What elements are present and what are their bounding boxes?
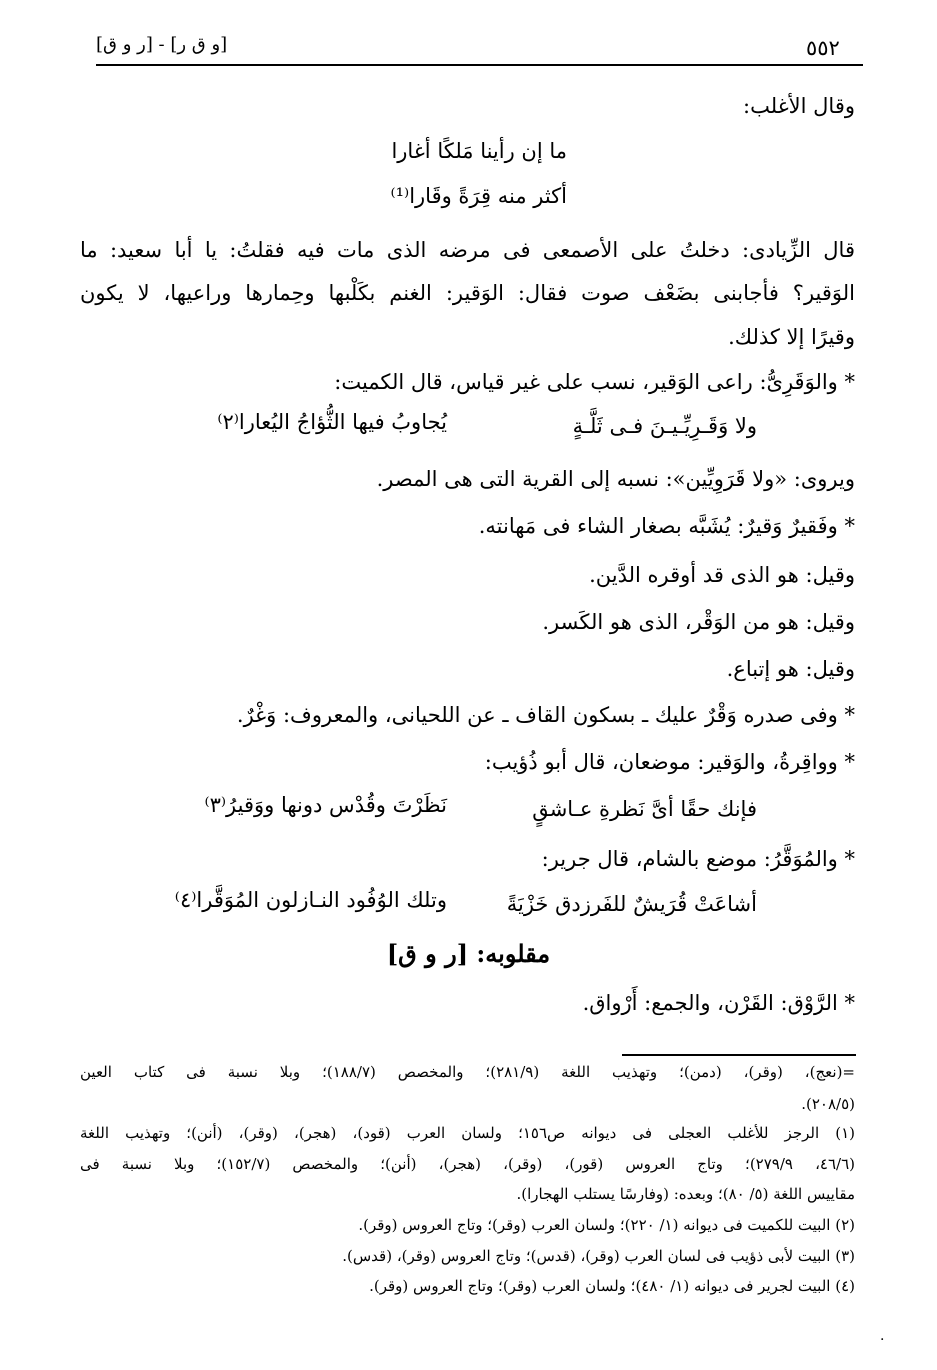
body-line: وقيل: هو إتباع. [726,657,855,681]
verse-hemistich: أشاعَتْ قُرَيشٌ للفَرزدق خَزْيَةً [506,892,757,916]
verse-line: أكثر منه قِرَةً وقَارا⁽¹⁾ [390,184,567,208]
verse-hemistich: ولا وَقَـرِيِّـيـنَ فـى ثَلَّـةٍ [572,414,757,438]
body-line: الوَقير؟ فأجابنى بضَعْف صوت فقال: الوَقير: الغنم بكَلْبها وحِمارها وراعيها، لا يكون [80,281,855,305]
body-line: * وواقِرةُ، والوَقير: موضعان، قال أبو ذُؤيب: [484,750,855,774]
footnote-line: (٢) البيت للكميت فى ديوانه (١/ ٢٢٠)؛ ولسان العرب (وقر)؛ وتاج العروس (وقر). [358,1216,855,1234]
body-line: * والمُوَقَّرُ: موضع بالشام، قال جرير: [541,847,855,871]
footnote-line: (١) الرجز للأغلب العجلى فى ديوانه ص١٥٦؛ ولسان العرب (قود)، (هجر)، (وقر)، (أنن)؛ وتهذيب اللغة [80,1124,855,1142]
running-header: [و ق ر] - [ر و ق] [96,34,228,55]
body-line: * الرَّوْق: القَرْن، والجمع: أَرْواق. [582,991,855,1015]
body-line: وقيرًا إلا كذلك. [728,325,855,349]
body-line: * وفَقيرٌ وَقيرٌ: يُشَبَّه بصغار الشاء فى مَهانته. [478,514,855,538]
verse-hemistich: نَظَرْتَ وقُدْس دونها ووَقيرُ⁽٣⁾ [204,793,447,817]
body-line: * والوَقَرِىُّ: راعى الوَقير، نسب على غير قياس، قال الكميت: [334,370,855,394]
page-number: ٥٥٢ [806,36,840,60]
verse-hemistich: يُجاوبُ فيها الثُّؤاجُ اليُعارا⁽٢⁾ [217,410,447,434]
body-line: وقال الأغلب: [743,94,855,118]
section-heading: مقلوبه: [ر و ق] [386,939,551,968]
body-line: * وفى صدره وَقْرٌ عليك ـ بسكون القاف ـ عن اللحيانى، والمعروف: وَغْرٌ. [236,703,855,727]
footnote-line: (٤٦/٦، ٢٧٩/٩)؛ وتاج العروس (قور)، (وقر)، (هجر)، (أنن)؛ والمخصص (١٥٢/٧)؛ وبلا نسبة فى [80,1155,856,1173]
verse-hemistich: فإنك حقًا أىَّ نَظرةِ عـاشقٍ [532,797,757,821]
footnote-line: (٢٠٨/٥). [801,1095,855,1113]
footnote-line: (٣) البيت لأبى ذؤيب فى لسان العرب (وقر)، (قدس)؛ وتاج العروس (وقر)، (قدس). [342,1247,855,1265]
footnote-rule [622,1054,856,1056]
body-line: ويروى: «ولا قَرَوِيِّين»: نسبه إلى القرية التى هى المصر. [376,467,855,491]
footnote-line: (٤) البيت لجرير فى ديوانه (١/ ٤٨٠)؛ ولسان العرب (وقر)؛ وتاج العروس (وقر). [369,1277,855,1295]
body-line: وقيل: هو الذى قد أوقره الدَّين. [589,563,855,587]
body-line: قال الزِّيادى: دخلتُ على الأصمعى فى مرضه الذى مات فيه فقلتُ: يا أبا سعيد: ما [80,238,855,262]
verse-hemistich: وتلك الوُفُود النـازلون المُوَقَّرا⁽٤⁾ [174,888,447,912]
page-mark: · [880,1332,885,1348]
footnote-line: =(نعج)، (وقر)، (دمن)؛ وتهذيب اللغة (٢٨١/٩)؛ والمخصص (١٨٨/٧)؛ وبلا نسبة فى كتاب العين [80,1063,855,1081]
footnote-line: مقاييس اللغة (٥/ ٨٠)؛ وبعده: (وفارسًا يستلب الهجارا). [516,1185,855,1203]
body-line: وقيل: هو من الوَقْر، الذى هو الكَسر. [542,610,855,634]
header-rule [96,64,863,66]
verse-line: ما إن رأينا مَلكًا أغارا [391,139,567,163]
